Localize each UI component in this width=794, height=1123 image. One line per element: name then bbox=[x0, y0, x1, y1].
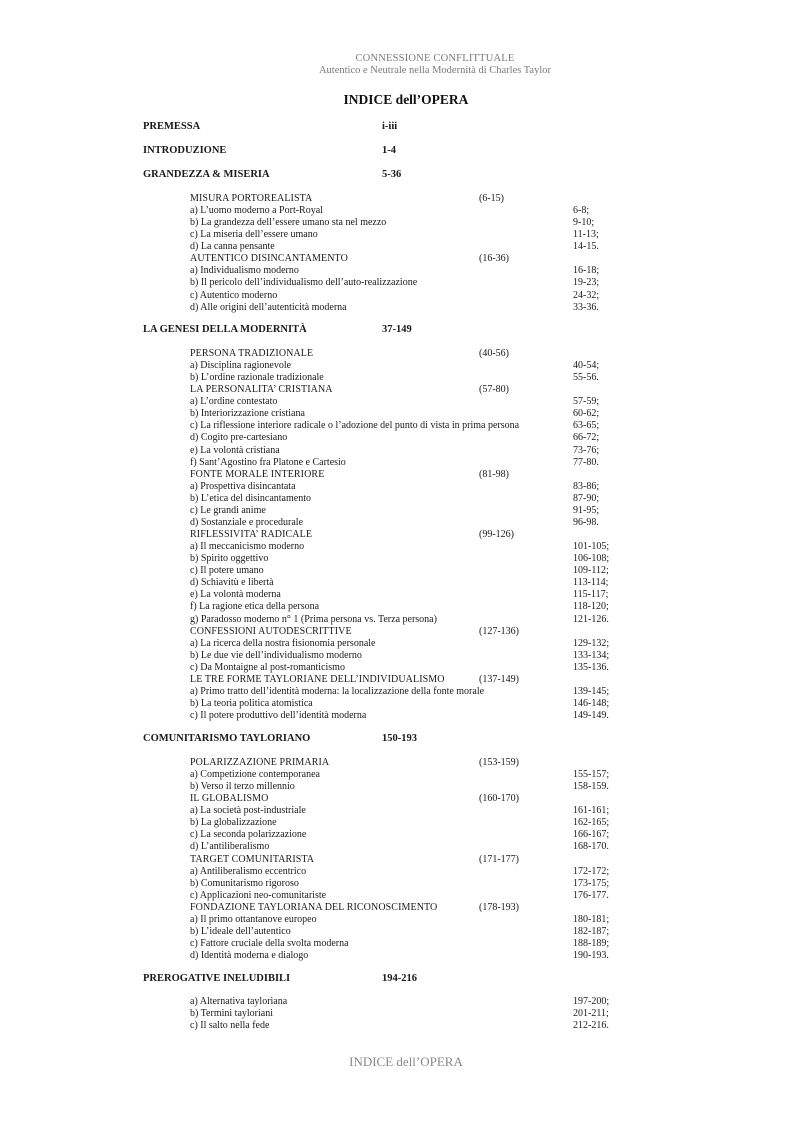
section-title: GRANDEZZA & MISERIA bbox=[143, 169, 270, 180]
subsection-title: AUTENTICO DISINCANTAMENTO bbox=[190, 253, 348, 265]
subsection-title: CONFESSIONI AUTODESCRITTIVE bbox=[190, 625, 352, 637]
toc-entry-row bbox=[190, 229, 620, 241]
entry-pages: 19-23; bbox=[573, 277, 600, 289]
section-pages: 150-193 bbox=[382, 733, 417, 744]
entry-title: c) La miseria dell’essere umano bbox=[190, 229, 318, 241]
toc-entry-row bbox=[190, 505, 620, 517]
entry-title: c) Il potere umano bbox=[190, 565, 264, 577]
entry-title: a) Alternativa tayloriana bbox=[190, 996, 288, 1007]
toc-entry-row bbox=[190, 614, 620, 626]
entry-pages: 96-98. bbox=[573, 516, 599, 528]
toc-entry-row bbox=[190, 817, 620, 829]
subsection-title: TARGET COMUNITARISTA bbox=[190, 853, 315, 865]
subsection-row bbox=[190, 469, 620, 481]
entry-title: a) Individualismo moderno bbox=[190, 265, 299, 277]
entry-pages: 55-56. bbox=[573, 372, 599, 384]
entry-pages: 40-54; bbox=[573, 360, 600, 372]
subsection-row bbox=[190, 348, 620, 360]
entry-pages: 212-216. bbox=[573, 1020, 609, 1032]
entry-pages: 57-59; bbox=[573, 396, 600, 408]
entry-title: d) La canna pensante bbox=[190, 241, 275, 253]
toc-entry-row bbox=[190, 601, 620, 613]
subsection-title: LA PERSONALITA’ CRISTIANA bbox=[190, 384, 333, 396]
toc-entry-row bbox=[190, 553, 620, 565]
subsection-row bbox=[190, 529, 620, 541]
section-title: PREMESSA bbox=[143, 121, 201, 132]
entry-title: a) Disciplina ragionevole bbox=[190, 360, 292, 372]
entry-title: b) L’ordine razionale tradizionale bbox=[190, 372, 324, 384]
subsection-range: (171-177) bbox=[479, 853, 519, 865]
toc-entry-row bbox=[190, 829, 620, 841]
toc-entry-row bbox=[190, 769, 620, 781]
entry-title: d) Identità moderna e dialogo bbox=[190, 950, 309, 962]
entry-pages: 173-175; bbox=[573, 877, 610, 889]
entry-title: c) Il potere produttivo dell’identità moderna bbox=[190, 710, 367, 722]
entry-title: a) Primo tratto dell’identità moderna: la localizzazione della fonte morale bbox=[190, 685, 485, 697]
subsection-title: RIFLESSIVITA’ RADICALE bbox=[190, 529, 313, 541]
subsection-title: MISURA PORTOREALISTA bbox=[190, 193, 313, 204]
toc-entry-row bbox=[190, 517, 620, 529]
subsection-row bbox=[190, 253, 620, 265]
entry-pages: 113-114; bbox=[573, 577, 609, 589]
entry-pages: 166-167; bbox=[573, 829, 610, 841]
entry-pages: 162-165; bbox=[573, 817, 610, 829]
entry-pages: 139-145; bbox=[573, 685, 610, 697]
entry-pages: 87-90; bbox=[573, 492, 600, 504]
entry-title: c) Autentico moderno bbox=[190, 289, 278, 301]
toc-entry-row bbox=[190, 577, 620, 589]
subsection-range: (6-15) bbox=[479, 193, 504, 204]
entry-title: d) Alle origini dell’autenticità moderna bbox=[190, 301, 347, 313]
entry-pages: 63-65; bbox=[573, 420, 600, 432]
entry-title: a) L’ordine contestato bbox=[190, 396, 278, 408]
subsection-range: (99-126) bbox=[479, 529, 514, 541]
subsection-title: FONTE MORALE INTERIORE bbox=[190, 468, 325, 480]
entry-pages: 109-112; bbox=[573, 565, 609, 577]
toc-entry-row bbox=[190, 698, 620, 710]
toc-entry-row bbox=[190, 710, 620, 722]
subsection-row bbox=[190, 793, 620, 805]
toc-entry-row bbox=[190, 432, 620, 444]
entry-pages: 172-172; bbox=[573, 865, 610, 877]
entry-pages: 121-126. bbox=[573, 613, 609, 625]
toc-entry-row bbox=[190, 302, 620, 314]
toc-entry-row bbox=[190, 445, 620, 457]
entry-title: d) Schiavitù e libertà bbox=[190, 577, 274, 589]
subsection-range: (16-36) bbox=[479, 253, 509, 265]
toc-entry-row bbox=[190, 565, 620, 577]
section-title: COMUNITARISMO TAYLORIANO bbox=[143, 733, 311, 744]
entry-pages: 11-13; bbox=[573, 229, 599, 241]
subsection-row bbox=[190, 193, 620, 205]
section-pages: 1-4 bbox=[382, 145, 396, 156]
subsection-row bbox=[190, 757, 620, 769]
toc-entry-row bbox=[190, 277, 620, 289]
entry-title: g) Paradosso moderno n° 1 (Prima persona vs. Terza persona) bbox=[190, 613, 437, 625]
entry-pages: 158-159. bbox=[573, 781, 609, 793]
section-title: PREROGATIVE INELUDIBILI bbox=[143, 973, 291, 984]
entry-pages: 6-8; bbox=[573, 205, 590, 217]
entry-title: b) Comunitarismo rigoroso bbox=[190, 877, 299, 889]
subsection-range: (160-170) bbox=[479, 793, 519, 805]
toc-entry-row bbox=[190, 265, 620, 277]
toc-entry-row bbox=[190, 493, 620, 505]
toc-entry-row bbox=[190, 926, 620, 938]
entry-title: f) Sant’Agostino fra Platone e Cartesio bbox=[190, 456, 346, 468]
entry-title: a) L’uomo moderno a Port-Royal bbox=[190, 205, 323, 217]
entry-title: b) Il pericolo dell’individualismo dell’auto-realizzazione bbox=[190, 277, 418, 289]
toc-entry-row bbox=[190, 841, 620, 853]
entry-pages: 91-95; bbox=[573, 504, 600, 516]
toc-entry-row bbox=[190, 938, 620, 950]
entry-pages: 188-189; bbox=[573, 938, 610, 950]
subsection-range: (178-193) bbox=[479, 901, 519, 913]
section-pages: 194-216 bbox=[382, 973, 417, 984]
entry-pages: 33-36. bbox=[573, 301, 599, 313]
subsection-range: (81-98) bbox=[479, 468, 509, 480]
entry-pages: 180-181; bbox=[573, 913, 610, 925]
entry-title: c) Fattore cruciale della svolta moderna bbox=[190, 938, 349, 950]
entry-pages: 106-108; bbox=[573, 553, 610, 565]
entry-title: c) Da Montaigne al post-romanticismo bbox=[190, 661, 345, 673]
entry-title: d) L’antiliberalismo bbox=[190, 841, 270, 853]
entry-pages: 118-120; bbox=[573, 601, 609, 613]
toc-entry-row bbox=[190, 878, 620, 890]
entry-title: d) Cogito pre-cartesiano bbox=[190, 432, 288, 444]
toc-entry-row bbox=[190, 686, 620, 698]
entry-pages: 60-62; bbox=[573, 408, 600, 420]
entry-pages: 115-117; bbox=[573, 589, 609, 601]
entry-title: c) Applicazioni neo-comunitariste bbox=[190, 889, 327, 901]
section-title: INTRODUZIONE bbox=[143, 145, 227, 156]
section-pages: i-iii bbox=[382, 121, 398, 132]
subsection-title: FONDAZIONE TAYLORIANA DEL RICONOSCIMENTO bbox=[190, 901, 438, 913]
toc-entry-row bbox=[190, 805, 620, 817]
entry-pages: 197-200; bbox=[573, 996, 610, 1007]
entry-pages: 101-105; bbox=[573, 541, 610, 553]
toc-entry-row bbox=[190, 890, 620, 902]
entry-title: b) Le due vie dell’individualismo moderno bbox=[190, 649, 362, 661]
entry-pages: 129-132; bbox=[573, 637, 610, 649]
entry-pages: 135-136. bbox=[573, 661, 609, 673]
entry-title: a) Antiliberalismo eccentrico bbox=[190, 865, 307, 877]
entry-pages: 201-211; bbox=[573, 1008, 609, 1020]
toc-entry-row bbox=[190, 481, 620, 493]
entry-pages: 146-148; bbox=[573, 698, 610, 710]
section-title: LA GENESI DELLA MODERNITÀ bbox=[143, 324, 307, 335]
entry-pages: 182-187; bbox=[573, 925, 610, 937]
toc-entry-row bbox=[190, 996, 620, 1008]
subsection-title: LE TRE FORME TAYLORIANE DELL’INDIVIDUALISMO bbox=[190, 673, 445, 685]
toc-entry-row bbox=[190, 408, 620, 420]
running-header-title: CONNESSIONE CONFLITTUALE bbox=[355, 53, 515, 64]
entry-title: c) Le grandi anime bbox=[190, 504, 266, 516]
subsection-range: (137-149) bbox=[479, 673, 519, 685]
subsection-row bbox=[190, 854, 620, 866]
toc-entry-row bbox=[190, 781, 620, 793]
toc-entry-row bbox=[190, 650, 620, 662]
toc-entry-row bbox=[190, 638, 620, 650]
entry-title: a) Prospettiva disincantata bbox=[190, 480, 296, 492]
toc-entry-row bbox=[190, 420, 620, 432]
entry-pages: 161-161; bbox=[573, 805, 610, 817]
entry-pages: 24-32; bbox=[573, 289, 600, 301]
entry-pages: 77-80. bbox=[573, 456, 599, 468]
entry-title: a) La ricerca della nostra fisionomia personale bbox=[190, 637, 376, 649]
entry-title: a) La società post-industriale bbox=[190, 805, 306, 817]
page-title: INDICE dell’OPERA bbox=[343, 92, 469, 107]
entry-title: a) Il meccanicismo moderno bbox=[190, 541, 305, 553]
entry-title: e) La volontà moderna bbox=[190, 589, 281, 601]
subsection-row bbox=[190, 384, 620, 396]
toc-entry-row bbox=[190, 1008, 620, 1020]
page-footer: INDICE dell’OPERA bbox=[349, 1054, 463, 1069]
running-header-subtitle: Autentico e Neutrale nella Modernità di Charles Taylor bbox=[318, 65, 552, 76]
entry-pages: 73-76; bbox=[573, 444, 600, 456]
entry-pages: 83-86; bbox=[573, 480, 600, 492]
entry-title: d) Sostanziale e procedurale bbox=[190, 516, 304, 528]
subsection-row bbox=[190, 674, 620, 686]
entry-pages: 14-15. bbox=[573, 241, 599, 253]
subsection-title: POLARIZZAZIONE PRIMARIA bbox=[190, 757, 330, 768]
entry-title: b) La grandezza dell’essere umano sta nel mezzo bbox=[190, 217, 387, 229]
subsection-range: (57-80) bbox=[479, 384, 509, 396]
entry-pages: 190-193. bbox=[573, 950, 609, 962]
subsection-row bbox=[190, 902, 620, 914]
entry-title: b) La teoria politica atomistica bbox=[190, 698, 313, 710]
subsection-range: (127-136) bbox=[479, 625, 519, 637]
entry-pages: 155-157; bbox=[573, 769, 610, 781]
entry-pages: 149-149. bbox=[573, 710, 609, 722]
subsection-title: PERSONA TRADIZIONALE bbox=[190, 348, 314, 359]
entry-pages: 168-170. bbox=[573, 841, 609, 853]
entry-title: a) Competizione contemporanea bbox=[190, 769, 320, 781]
entry-pages: 176-177. bbox=[573, 889, 609, 901]
entry-pages: 133-134; bbox=[573, 649, 610, 661]
toc-entry-row bbox=[190, 241, 620, 253]
toc-entry-row bbox=[190, 205, 620, 217]
subsection-row bbox=[190, 626, 620, 638]
toc-entry-row bbox=[190, 372, 620, 384]
section-pages: 37-149 bbox=[382, 324, 412, 335]
toc-entry-row bbox=[190, 396, 620, 408]
entry-title: b) La globalizzazione bbox=[190, 817, 277, 829]
toc-entry-row bbox=[190, 1020, 620, 1032]
entry-title: e) La volontà cristiana bbox=[190, 444, 280, 456]
toc-entry-row bbox=[190, 360, 620, 372]
entry-title: c) Il salto nella fede bbox=[190, 1020, 270, 1032]
entry-title: f) La ragione etica della persona bbox=[190, 601, 320, 613]
entry-pages: 9-10; bbox=[573, 217, 595, 229]
subsection-range: (40-56) bbox=[479, 348, 509, 359]
entry-pages: 66-72; bbox=[573, 432, 600, 444]
entry-title: c) La seconda polarizzazione bbox=[190, 829, 307, 841]
entry-title: b) L’ideale dell’autentico bbox=[190, 925, 291, 937]
entry-title: c) La riflessione interiore radicale o l’adozione del punto di vista in prima persona bbox=[190, 420, 520, 432]
toc-entry-row bbox=[190, 950, 620, 962]
toc-entry-row bbox=[190, 866, 620, 878]
entry-pages: 16-18; bbox=[573, 265, 600, 277]
subsection-title: IL GLOBALISMO bbox=[190, 793, 269, 805]
toc-entry-row bbox=[190, 541, 620, 553]
toc-entry-row bbox=[190, 457, 620, 469]
toc-entry-row bbox=[190, 914, 620, 926]
toc-entry-row bbox=[190, 662, 620, 674]
toc-entry-row bbox=[190, 217, 620, 229]
toc-entry-row bbox=[190, 290, 620, 302]
entry-title: a) Il primo ottantanove europeo bbox=[190, 913, 317, 925]
toc-entry-row bbox=[190, 589, 620, 601]
subsection-range: (153-159) bbox=[479, 757, 519, 768]
section-pages: 5-36 bbox=[382, 169, 402, 180]
entry-title: b) L’etica del disincantamento bbox=[190, 492, 311, 504]
entry-title: b) Termini tayloriani bbox=[190, 1008, 273, 1020]
entry-title: b) Verso il terzo millennio bbox=[190, 781, 295, 793]
entry-title: b) Spirito oggettivo bbox=[190, 553, 269, 565]
entry-title: b) Interiorizzazione cristiana bbox=[190, 408, 305, 420]
